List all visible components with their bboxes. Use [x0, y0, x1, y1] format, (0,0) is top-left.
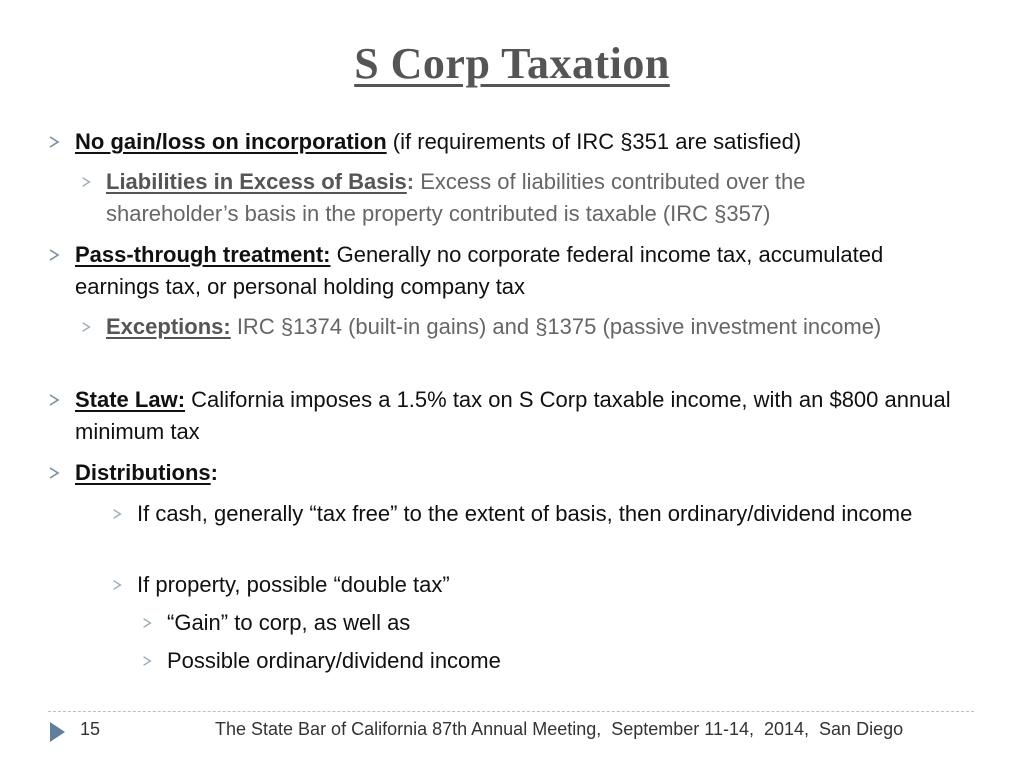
bullet-heading: Pass-through treatment: — [75, 242, 331, 267]
bullet-text: If cash, generally “tax free” to the extent of basis, then ordinary/dividend income — [137, 501, 913, 526]
bullet-text: If property, possible “double tax” — [137, 572, 450, 597]
bullet-heading: State Law: — [75, 387, 186, 412]
bullet-liabilities-excess — [106, 166, 936, 230]
bullet-distributions — [75, 457, 955, 489]
arrow-bullet-icon — [141, 655, 153, 667]
bullet-state-law — [75, 384, 955, 448]
bullet-gain-to-corp — [167, 607, 947, 639]
arrow-bullet-icon — [47, 248, 61, 262]
arrow-bullet-icon — [47, 393, 61, 407]
bullet-exceptions — [106, 311, 936, 343]
bullet-if-property — [137, 569, 957, 601]
arrow-bullet-icon — [141, 617, 153, 629]
bullet-heading: Distributions — [75, 460, 211, 485]
bullet-heading: Exceptions: — [106, 314, 231, 339]
arrow-bullet-icon — [111, 579, 123, 591]
bullet-text: Possible ordinary/dividend income — [167, 648, 501, 673]
bullet-if-cash — [137, 498, 957, 530]
bullet-text: Excess of liabilities contributed over the shareholder’s basis in the property contributed is taxable (IRC §357) — [106, 169, 806, 226]
bullet-text: IRC §1374 (built-in gains) and §1375 (passive investment income) — [230, 314, 882, 339]
footer-triangle-icon — [50, 722, 65, 742]
bullet-colon: : — [210, 460, 218, 485]
bullet-heading: Liabilities in Excess of Basis — [106, 169, 407, 194]
footer-divider — [48, 711, 974, 712]
bullet-text: Generally no corporate federal income tax, accumulated earnings tax, or personal holding company tax — [75, 242, 884, 299]
footer-text: The State Bar of California 87th Annual Meeting, September 11-14, 2014, San Diego — [215, 719, 904, 739]
bullet-possible-ordinary-dividend — [167, 645, 947, 677]
bullet-no-gain-loss — [75, 126, 975, 158]
page-number: 15 — [80, 719, 101, 739]
slide-title: S Corp Taxation — [354, 39, 670, 88]
bullet-colon: : — [406, 169, 415, 194]
arrow-bullet-icon — [80, 321, 92, 333]
arrow-bullet-icon — [47, 466, 61, 480]
bullet-text: California imposes a 1.5% tax on S Corp taxable income, with an $800 annual minimum tax — [75, 387, 951, 444]
arrow-bullet-icon — [47, 135, 61, 149]
arrow-bullet-icon — [80, 176, 92, 188]
arrow-bullet-icon — [111, 508, 123, 520]
bullet-heading: No gain/loss on incorporation — [75, 129, 387, 154]
bullet-pass-through — [75, 239, 955, 303]
bullet-text: (if requirements of IRC §351 are satisfied) — [386, 129, 802, 154]
bullet-text: “Gain” to corp, as well as — [167, 610, 411, 635]
